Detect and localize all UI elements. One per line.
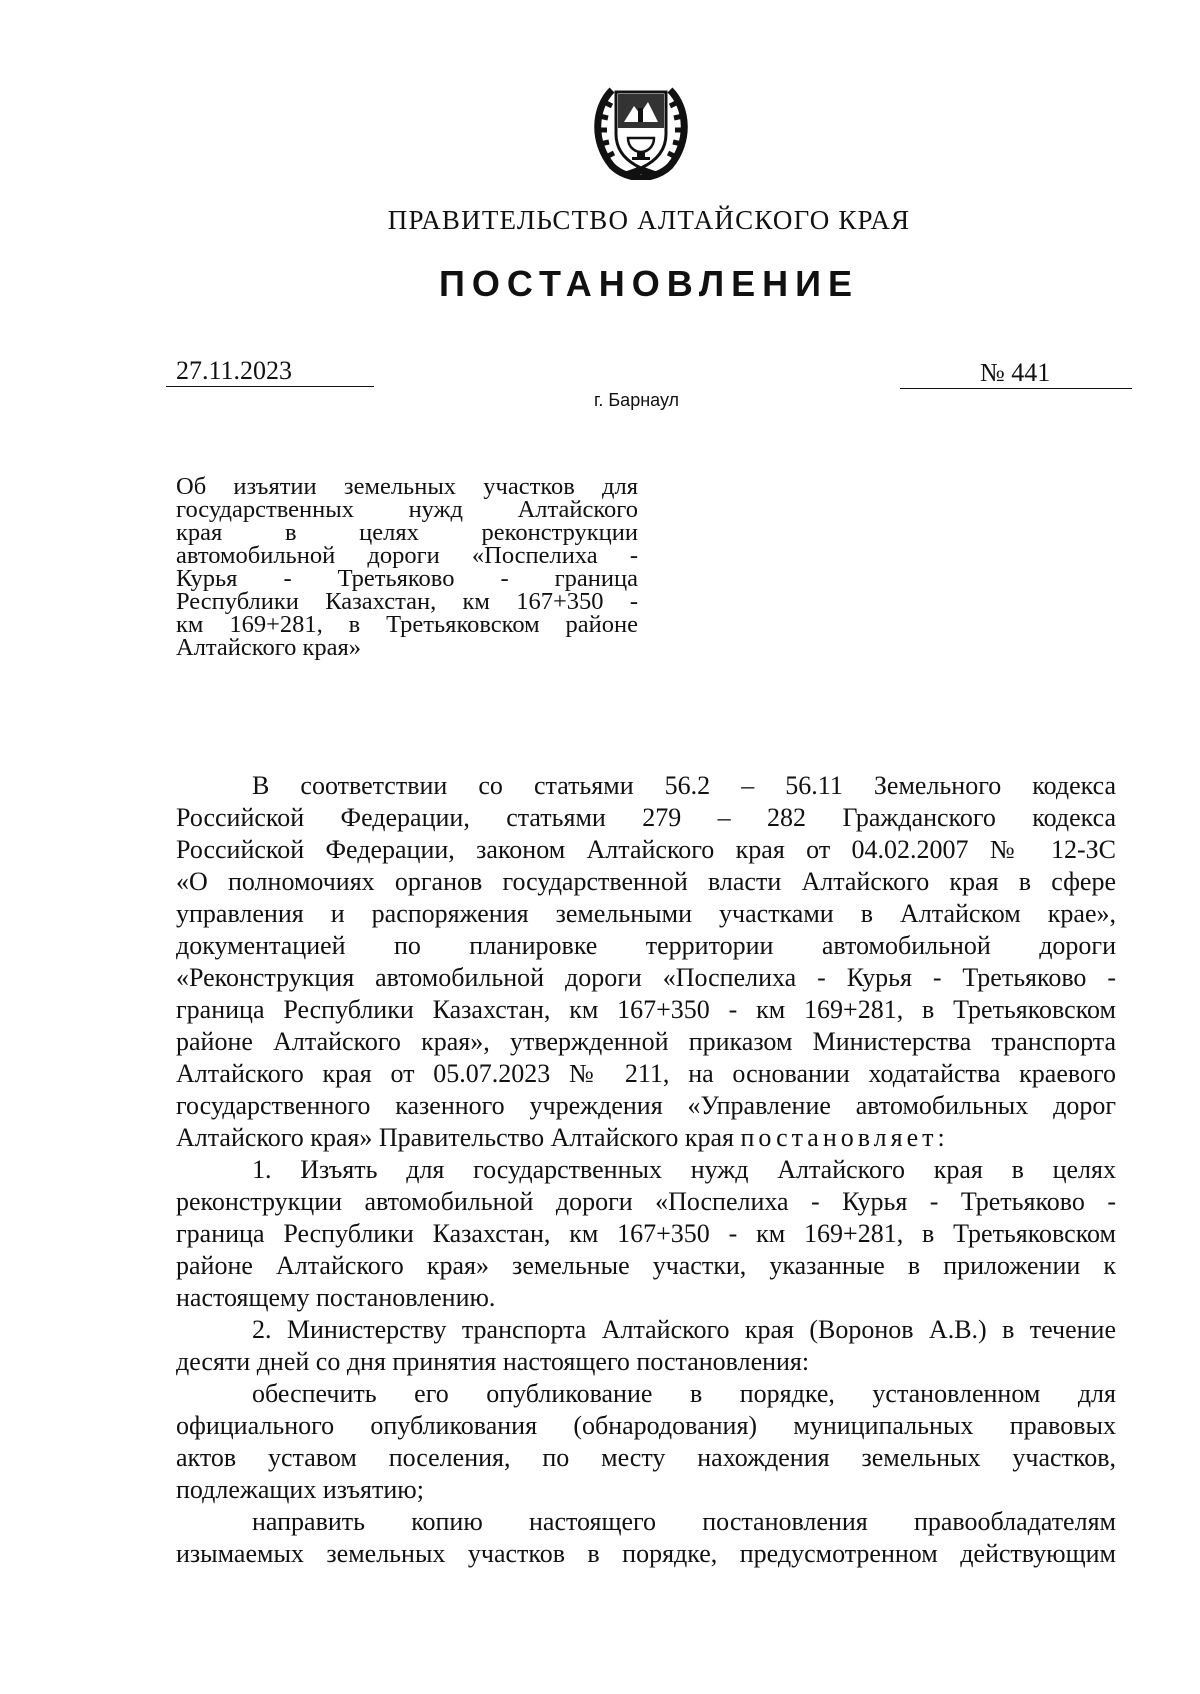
body-line: Российской Федерации, законом Алтайского края от 04.02.2007 № 12-ЗС <box>176 835 1116 864</box>
body-line: граница Республики Казахстан, км 167+350 - км 169+281, в Третьяковском <box>176 995 1116 1024</box>
subject-line: Алтайского края» <box>176 634 362 661</box>
subject-line: Республики Казахстан, км 167+350 - <box>176 588 638 615</box>
preamble-closing: Алтайского края» Правительство Алтайского края <box>176 1123 735 1152</box>
document-number: № 441 <box>900 358 1132 389</box>
subject-line: км 169+281, в Третьяковском районе <box>176 611 638 638</box>
body-line: Алтайского края от 05.07.2023 № 211, на основании ходатайства краевого <box>176 1059 1116 1088</box>
body-line: обеспечить его опубликование в порядке, установленном для <box>252 1379 1116 1408</box>
body-line: реконструкции автомобильной дороги «Поспелиха - Курья - Третьяково - <box>176 1187 1116 1216</box>
government-title: ПРАВИТЕЛЬСТВО АЛТАЙСКОГО КРАЯ <box>387 205 911 235</box>
coat-of-arms-icon <box>590 82 692 180</box>
document-subject <box>176 475 638 659</box>
document-city: г. Барнаул <box>594 390 680 410</box>
body-line: государственного казенного учреждения «Управление автомобильных дорог <box>176 1091 1116 1120</box>
subject-line: Об изъятии земельных участков для <box>176 473 638 500</box>
subject-line: края в целях реконструкции <box>176 519 638 546</box>
body-line: районе Алтайского края» земельные участки, указанные в приложении к <box>176 1251 1116 1280</box>
item-1-paragraph <box>176 1154 1116 1314</box>
body-line: 1. Изъять для государственных нужд Алтайского края в целях <box>252 1155 1116 1184</box>
resolves-word: постановляет: <box>740 1123 949 1152</box>
item-2b-paragraph <box>176 1506 1116 1570</box>
body-line: направить копию настоящего постановления правообладателям <box>252 1507 1116 1536</box>
body-line: Российской Федерации, статьями 279 – 282 Гражданского кодекса <box>176 803 1116 832</box>
body-line: настоящему постановлению. <box>176 1283 496 1312</box>
item-2a-paragraph <box>176 1378 1116 1506</box>
body-line: «О полномочиях органов государственной власти Алтайского края в сфере <box>176 867 1116 896</box>
coat-of-arms-emblem <box>590 82 692 180</box>
body-line: официального опубликования (обнародования) муниципальных правовых <box>176 1411 1116 1440</box>
body-line: граница Республики Казахстан, км 167+350 - км 169+281, в Третьяковском <box>176 1219 1116 1248</box>
document-date: 27.11.2023 <box>166 356 374 387</box>
subject-line: Курья - Третьяково - граница <box>176 565 638 592</box>
body-line: районе Алтайского края», утвержденной приказом Министерства транспорта <box>176 1027 1116 1056</box>
preamble-paragraph <box>176 770 1116 1154</box>
body-line: «Реконструкция автомобильной дороги «Поспелиха - Курья - Третьяково - <box>176 963 1116 992</box>
body-line: десяти дней со дня принятия настоящего постановления: <box>176 1347 810 1376</box>
document-body <box>176 770 1116 1570</box>
item-2-paragraph <box>176 1314 1116 1378</box>
body-line: документацией по планировке территории автомобильной дороги <box>176 931 1116 960</box>
body-line: подлежащих изъятию; <box>176 1475 424 1504</box>
body-line: управления и распоряжения земельными участками в Алтайском крае», <box>176 899 1116 928</box>
body-line <box>176 1122 1116 1154</box>
body-line: изымаемых земельных участков в порядке, предусмотренном действующим <box>176 1539 1116 1568</box>
body-line: актов уставом поселения, по месту нахождения земельных участков, <box>176 1443 1116 1472</box>
body-line: 2. Министерству транспорта Алтайского края (Воронов А.В.) в течение <box>252 1315 1116 1344</box>
document-type-title: ПОСТАНОВЛЕНИЕ <box>439 263 859 304</box>
body-line: В соответствии со статьями 56.2 – 56.11 Земельного кодекса <box>252 771 1116 800</box>
subject-line: государственных нужд Алтайского <box>176 496 638 523</box>
subject-line: автомобильной дороги «Поспелиха - <box>176 542 638 569</box>
